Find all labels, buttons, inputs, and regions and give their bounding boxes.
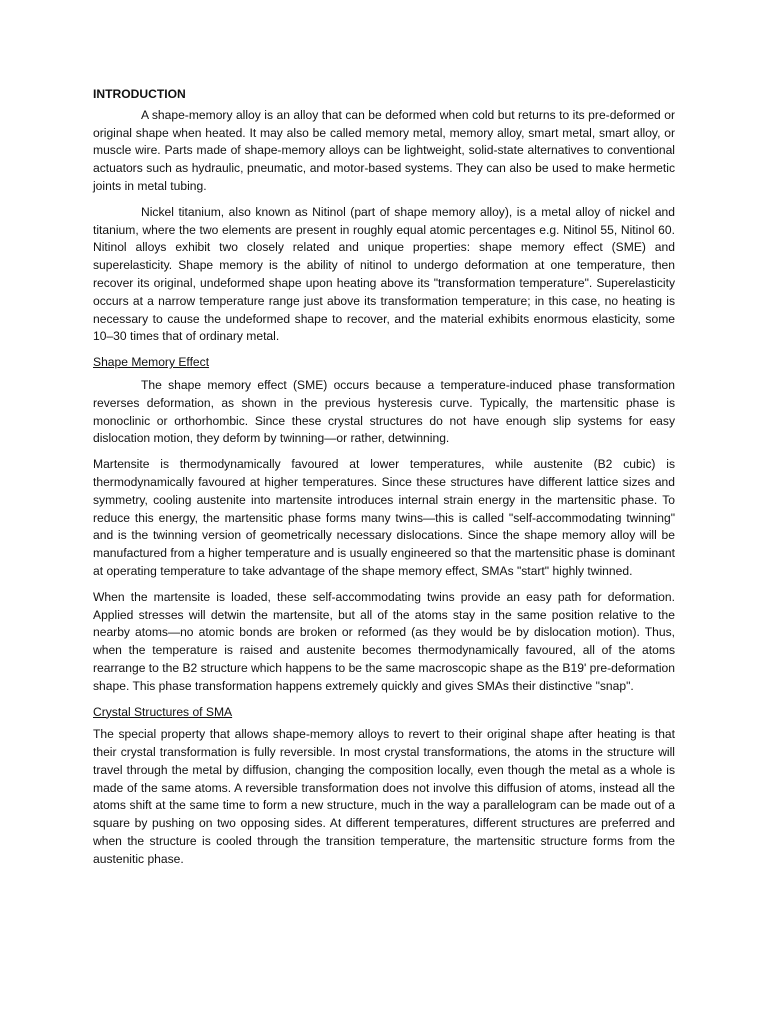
document-page [93,86,675,877]
sme-paragraph-2: Martensite is thermodynamically favoured at lower temperatures, while austenite (B2 cubic) is thermodynamically favoured at higher temperatures. Since these structures have different lattice sizes and symmetry, cooling austenite into martensite introduces internal strain energy in the martensitic phase. To reduce this energy, the martensitic phase forms many twins—this is called "self-accommodating twinning" and is the twinning version of geometrically necessary dislocations. Since the shape memory alloy will be manufactured from a higher temperature and is usually engineered so that the martensitic phase is dominant at operating temperature to take advantage of the shape memory effect, SMAs "start" highly twinned. [93,457,675,578]
sme-paragraph-1: The shape memory effect (SME) occurs because a temperature-induced phase transformation reverses deformation, as shown in the previous hysteresis curve. Typically, the martensitic phase is monoclinic or orthorhombic. Since these crystal structures do not have enough slip systems for easy dislocation motion, they deform by twinning—or rather, detwinning. [93,377,675,446]
intro-paragraph-2: Nickel titanium, also known as Nitinol (part of shape memory alloy), is a metal alloy of nickel and titanium, where the two elements are present in roughly equal atomic percentages e.g. Nitinol 55, Nitinol 60. Nitinol alloys exhibit two closely related and unique properties: shape memory effect (SME) and superelasticity. Shape memory is the ability of nitinol to undergo deformation at one temperature, then recover its original, undeformed shape upon heating above its "transformation temperature". Superelasticity occurs at a narrow temperature range just above its transformation temperature; in this case, no heating is necessary to cause the undeformed shape to recover, and the material exhibits enormous elasticity, some 10–30 times that of ordinary metal. [93,204,675,344]
sme-paragraph-3: When the martensite is loaded, these self-accommodating twins provide an easy path for deformation. Applied stresses will detwin the martensite, but all of the atoms stay in the same position relative to the nearby atoms—no atomic bonds are broken or reformed (as they would be by dislocation motion). Thus, when the temperature is raised and austenite becomes thermodynamically favoured, all of the atoms rearrange to the B2 structure which happens to be the same macroscopic shape as the B19' pre-deformation shape. This phase transformation happens extremely quickly and gives SMAs their distinctive "snap". [93,589,675,693]
intro-paragraph-1: A shape-memory alloy is an alloy that can be deformed when cold but returns to its pre-deformed or original shape when heated. It may also be called memory metal, memory alloy, smart metal, smart alloy, or muscle wire. Parts made of shape-memory alloys can be lightweight, solid-state alternatives to conventional actuators such as hydraulic, pneumatic, and motor-based systems. They can also be used to make hermetic joints in metal tubing. [93,107,675,193]
crystal-paragraph-1: The special property that allows shape-memory alloys to revert to their original shape after heating is that their crystal transformation is fully reversible. In most crystal transformations, the atoms in the structure will travel through the metal by diffusion, changing the composition locally, even though the metal as a whole is made of the same atoms. A reversible transformation does not involve this diffusion of atoms, instead all the atoms shift at the same time to form a new structure, much in the way a parallelogram can be made out of a square by pushing on two opposing sides. At different temperatures, different structures are preferred and when the structure is cooled through the transition temperature, the martensitic structure forms from the austenitic phase. [93,727,675,866]
section-heading-shape-memory-effect: Shape Memory Effect [93,355,210,370]
section-heading-crystal-structures: Crystal Structures of SMA [93,704,233,719]
section-title-introduction: INTRODUCTION [93,87,186,101]
